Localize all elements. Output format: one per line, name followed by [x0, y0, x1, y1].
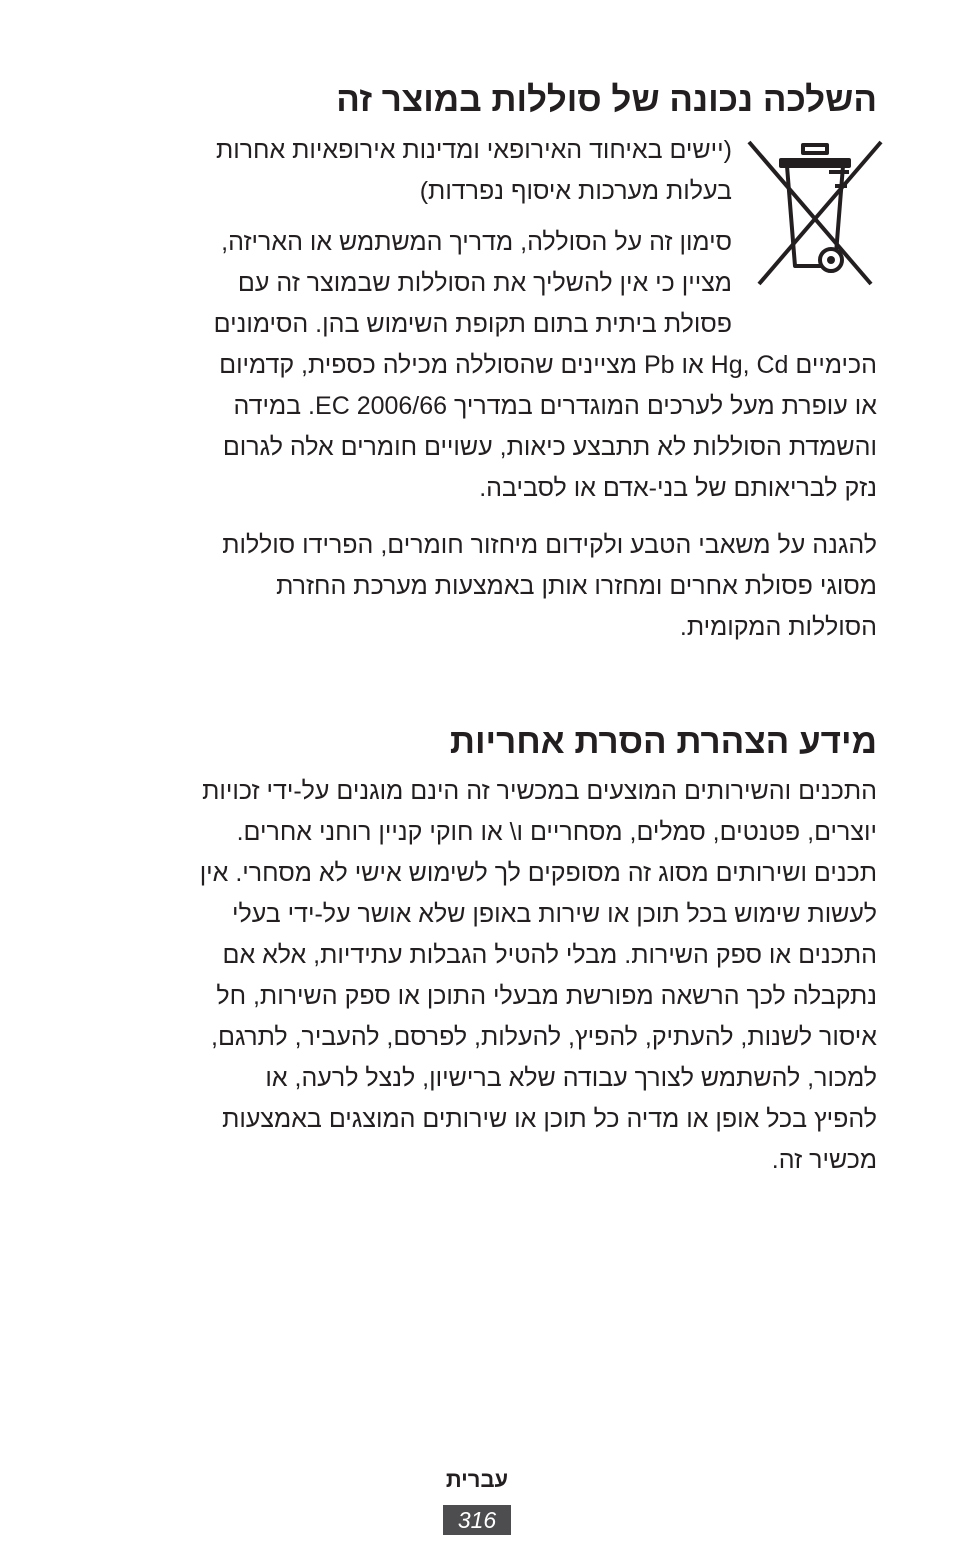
text-line: התכנים או ספק השירות. מבלי להטיל הגבלות עתידיות, אלא אם	[222, 941, 877, 969]
disclaimer-paragraph	[77, 771, 877, 1181]
text-line: והשמדת הסוללות לא תתבצע כיאות, עשויים חומרים אלה לגרום	[222, 433, 877, 461]
text-line: או עופרת מעל לערכים המוגדרים במדריך EC 2006/66. במידה	[233, 392, 877, 420]
text-line: מכשיר זה.	[771, 1146, 877, 1174]
recycling-paragraph	[77, 525, 877, 648]
text-line: מציין כי אין להשליך את הסוללות שבמוצר זה עם	[237, 269, 732, 297]
disclaimer-title: מידע הצהרת הסרת אחריות	[449, 722, 877, 761]
text-line: להפיץ בכל אופן או מדיה כל תוכן או שירותים המוצגים באמצעות	[222, 1105, 877, 1133]
text-line: הכימיים Hg, Cd או Pb מציינים שהסוללה מכילה כספית, קדמיום	[219, 351, 877, 379]
text-line: פסולת ביתית בתום תקופת השימוש בהן. הסימונים	[213, 310, 732, 338]
battery-marking-paragraph-part1	[92, 222, 732, 345]
text-line: מסוגי פסולת אחרים ומחזרו אותן באמצעות מערכת החזרת	[276, 572, 877, 600]
battery-marking-paragraph-part2	[77, 345, 877, 509]
text-line: בעלות מערכות איסוף נפרדות)	[419, 177, 732, 205]
battery-disposal-section	[77, 80, 877, 120]
text-line: לעשות שימוש בכל תוכן או שירות באופן שלא אושר על-ידי בעלי	[231, 900, 877, 928]
battery-disposal-title: השלכה נכונה של סוללות במוצר זה	[336, 80, 877, 119]
text-line: (יישים באיחוד האירופאי ומדינות אירופאיות אחרות	[215, 136, 732, 164]
eu-applicability-paragraph	[92, 130, 732, 212]
text-line: איסור לשנות, להעתיק, להפיץ, להעלות, לפרסם, להעביר, לתרגם,	[211, 1023, 877, 1051]
crossed-out-wheeled-bin-icon	[743, 138, 886, 288]
text-line: להגנה על משאבי הטבע ולקידום מיחזור חומרים, הפרידו סוללות	[222, 531, 877, 559]
text-line: למכור, להשתמש לצורך עבודה שלא ברישיון, לנצל לרעה, או	[265, 1064, 877, 1092]
text-line: תכנים ושירותים מסוג זה מסופקים לך לשימוש אישי לא מסחרי. אין	[199, 859, 877, 887]
text-line: נתקבלה לכך הרשאה מפורשת מבעלי התוכן או ספק השירות, חל	[216, 982, 877, 1010]
text-line: נזק לבריאותם של בני-אדם או לסביבה.	[479, 474, 877, 502]
disclaimer-section	[77, 722, 877, 762]
page-number: 316	[443, 1505, 511, 1535]
text-line: יוצרים, פטנטים, סמלים, מסחריים ו\ או חוקי קניין רוחני אחרים.	[236, 818, 877, 846]
text-line: סימון זה על הסוללה, מדריך המשתמש או האריזה,	[221, 228, 732, 256]
text-line: התכנים והשירותים המוצעים במכשיר זה הינם מוגנים על-ידי זכויות	[202, 777, 877, 805]
language-label: עברית	[445, 1467, 509, 1492]
text-line: הסוללות המקומית.	[679, 613, 877, 641]
